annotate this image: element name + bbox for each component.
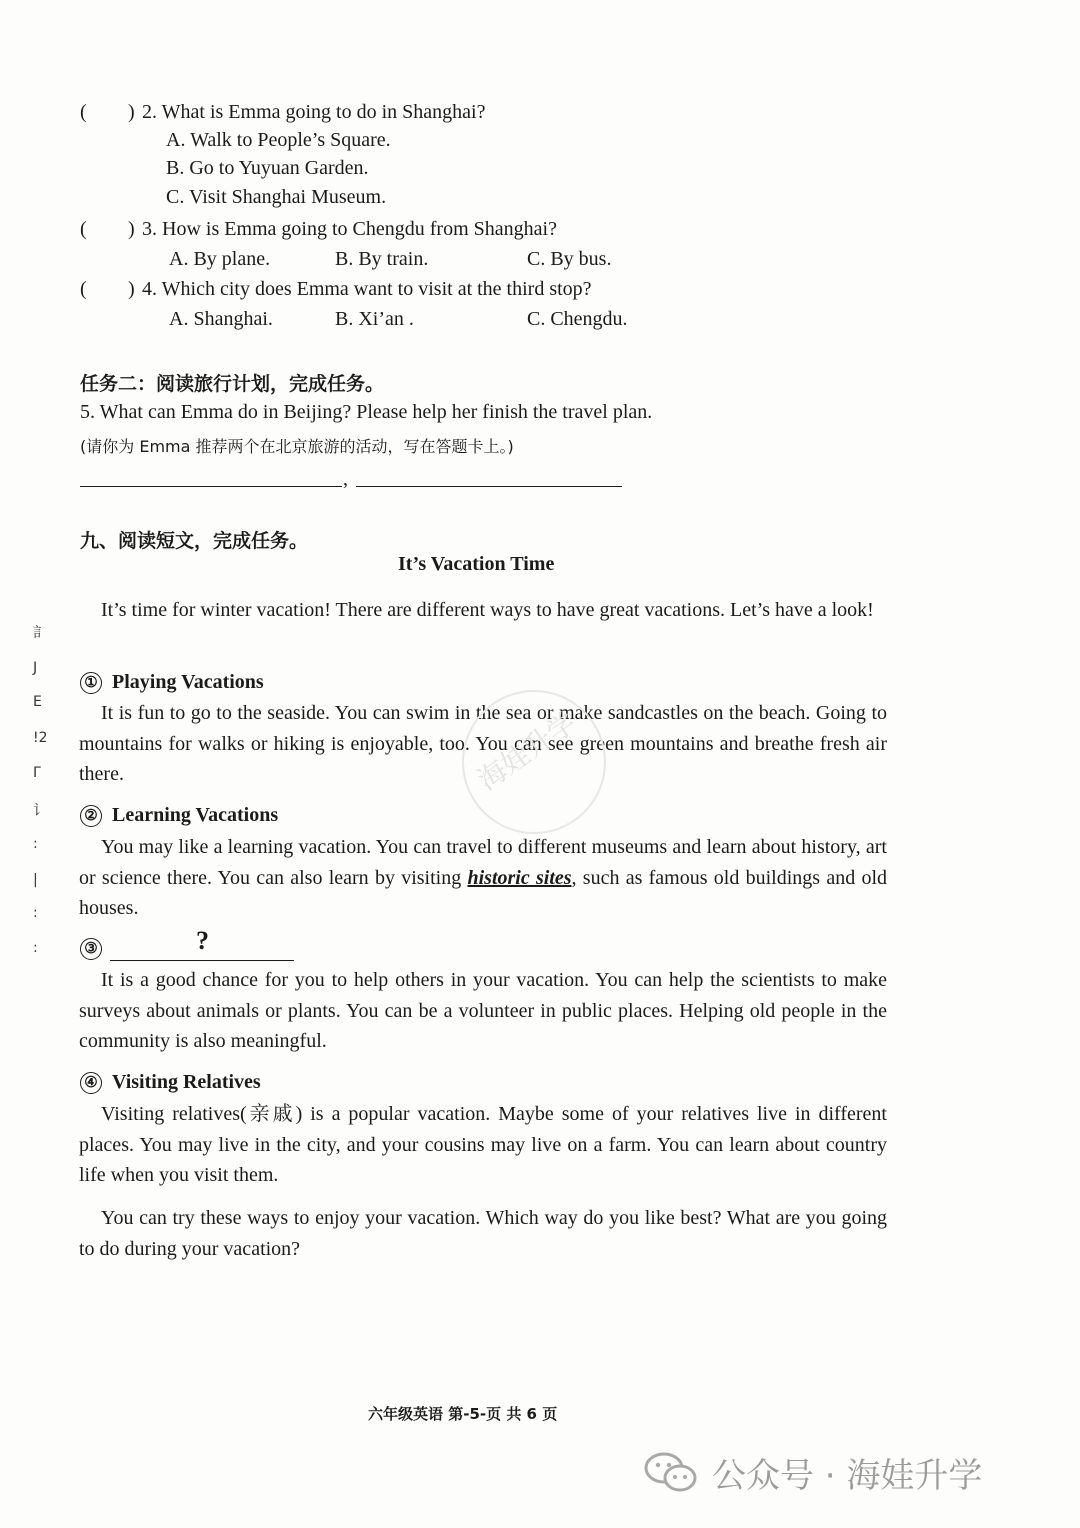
- passage-intro: It’s time for winter vacation! There are different ways to have great vacations. Let’s have a look!: [101, 599, 874, 621]
- q2-option-a: A. Walk to People’s Square.: [166, 129, 391, 151]
- question-mark: ?: [196, 926, 209, 955]
- answer-paren-close: ): [128, 101, 135, 123]
- page-footer: 六年级英语 第-5-页 共 6 页: [368, 1405, 558, 1423]
- subheading-1-text: Playing Vacations: [112, 671, 264, 693]
- answer-paren-open: (: [80, 218, 87, 240]
- subheading-1: [80, 671, 264, 694]
- margin-mark: J: [33, 660, 38, 676]
- subheading-3-blank[interactable]: [110, 960, 294, 961]
- answer-blank-1[interactable]: [80, 486, 342, 487]
- paragraph-2: [79, 832, 887, 924]
- paragraph-4: Visiting relatives(亲戚) is a popular vacation. Maybe some of your relatives live in different places. You may live in the city, and your cousins may live on a farm. You can learn about country life when you visit them.: [79, 1103, 887, 1186]
- paragraph-1: It is fun to go to the seaside. You can swim in the sea or make sandcastles on the beach. Going to mountains for walks or hiking is enjoyable, too. You can see green mountains and breathe fresh air there.: [79, 702, 887, 785]
- q4-option-c: C. Chengdu.: [527, 308, 628, 330]
- q4-option-a: A. Shanghai.: [169, 308, 273, 330]
- answer-paren-close: ): [128, 218, 135, 240]
- subheading-4: [80, 1071, 261, 1094]
- wechat-account-label: 公众号 · 海娃升学: [712, 1456, 983, 1496]
- number-3-circle: ③: [80, 938, 102, 960]
- question-5-note: (请你为 Emma 推荐两个在北京旅游的活动，写在答题卡上。): [80, 437, 514, 456]
- task2-heading: 任务二：阅读旅行计划，完成任务。: [80, 373, 385, 395]
- question-4-text: 4. Which city does Emma want to visit at the third stop?: [142, 278, 592, 300]
- subheading-3: [80, 937, 112, 960]
- margin-mark: 讠: [33, 803, 47, 819]
- historic-sites-term: historic sites: [467, 866, 572, 889]
- margin-mark: !2: [33, 730, 48, 746]
- answer-paren-open: (: [80, 101, 87, 123]
- paragraph-2-lead: You may like a learning vacation. You can travel to different museums and learn about history, art or science there. You can also learn by visiting: [79, 836, 887, 889]
- wechat-icon: [644, 1451, 700, 1495]
- number-1-circle: ①: [80, 672, 102, 694]
- section-9-heading: 九、阅读短文，完成任务。: [80, 530, 309, 552]
- q2-option-c: C. Visit Shanghai Museum.: [166, 186, 387, 208]
- question-5-text: 5. What can Emma do in Beijing? Please help her finish the travel plan.: [80, 401, 653, 423]
- q2-option-b: B. Go to Yuyuan Garden.: [166, 157, 369, 179]
- closing-paragraph: You can try these ways to enjoy your vacation. Which way do you like best? What are you going to do during your vacation?: [79, 1207, 887, 1260]
- question-2-text: 2. What is Emma going to do in Shanghai?: [142, 101, 486, 123]
- blank-separator: ,: [343, 468, 348, 490]
- margin-mark: 訁: [33, 625, 47, 641]
- margin-mark: |: [33, 872, 38, 888]
- paragraph-2-tail: , such as famous old buildings and old houses.: [79, 866, 888, 919]
- answer-blank-2[interactable]: [356, 486, 622, 487]
- watermark-text: 海娃升学: [471, 705, 583, 797]
- subheading-2-text: Learning Vacations: [112, 804, 279, 826]
- passage-title: It’s Vacation Time: [398, 553, 555, 575]
- margin-mark: :: [33, 836, 38, 852]
- margin-mark: :: [33, 905, 38, 921]
- number-4-circle: ④: [80, 1072, 102, 1094]
- q3-option-b: B. By train.: [335, 248, 429, 270]
- question-3-text: 3. How is Emma going to Chengdu from Shanghai?: [142, 218, 557, 240]
- q3-option-a: A. By plane.: [169, 248, 271, 270]
- number-2-circle: ②: [80, 805, 102, 827]
- margin-mark: :: [33, 940, 38, 956]
- q4-option-b: B. Xi’an .: [335, 308, 414, 330]
- paragraph-3: It is a good chance for you to help others in your vacation. You can help the scientists to make surveys about animals or plants. You can be a volunteer in public places. Helping old people in the community is also meaningful.: [79, 969, 887, 1052]
- margin-mark: E: [33, 694, 42, 710]
- margin-mark: Г: [33, 765, 42, 781]
- q3-option-c: C. By bus.: [527, 248, 612, 270]
- subheading-4-text: Visiting Relatives: [112, 1071, 261, 1093]
- answer-paren-open: (: [80, 278, 87, 300]
- subheading-2: [80, 804, 278, 827]
- answer-paren-close: ): [128, 278, 135, 300]
